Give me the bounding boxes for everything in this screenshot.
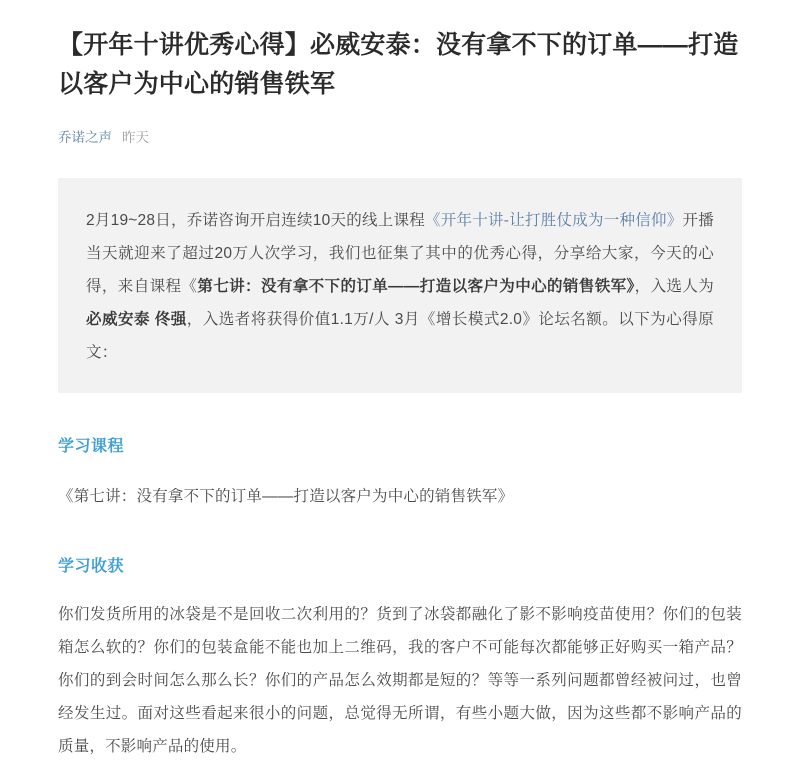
summary-part-4: ，入选者将获得价值1.1万/人 3月《增长模式2.0》论坛名额。以下为心得原文： [86, 311, 714, 361]
summary-box [58, 178, 742, 393]
section-heading-gains: 学习收获 [58, 558, 125, 575]
section-heading-course: 学习课程 [58, 438, 125, 455]
section-body-course: 《第七讲：没有拿不下的订单——打造以客户为中心的销售铁军》 [58, 488, 514, 505]
article-author[interactable]: 乔诺之声 [58, 130, 112, 145]
summary-bold-course: 第七讲：没有拿不下的订单——打造以客户为中心的销售铁军》 [197, 278, 635, 295]
summary-bold-person: 必威安泰 佟强 [86, 311, 187, 328]
summary-part-3: ，入选人为 [634, 278, 714, 295]
article-meta [58, 126, 742, 146]
section-body-gains: 你们发货所用的冰袋是不是回收二次利用的？货到了冰袋都融化了影不影响疫苗使用？你们的包装箱怎么软的？你们的包装盒能不能也加上二维码，我的客户不可能每次都能够正好购买一箱产品？你们的到会时间怎么那么长？你们的产品怎么效期都是短的？等等一系列问题都曾经被问过，也曾经发生过。面对这些看起来很小的问题，总觉得无所谓，有些小题大做，因为这些都不影响产品的质量，不影响产品的使用。 [58, 606, 742, 755]
article-date: 昨天 [122, 130, 149, 145]
course-link[interactable]: 《开年十讲-让打胜仗成为一种信仰》 [425, 212, 683, 229]
page-title: 【开年十讲优秀心得】必威安泰：没有拿不下的订单——打造以客户为中心的销售铁军 [58, 31, 739, 98]
summary-text [86, 204, 714, 369]
summary-part-1: 2月19~28日，乔诺咨询开启连续10天的线上课程 [86, 212, 426, 229]
summary-part-2: 开播当天就迎来了超过20万人次学习，我们也征集了其中的优秀心得，分享给大家，今天的心得，来自课程《 [86, 212, 714, 295]
